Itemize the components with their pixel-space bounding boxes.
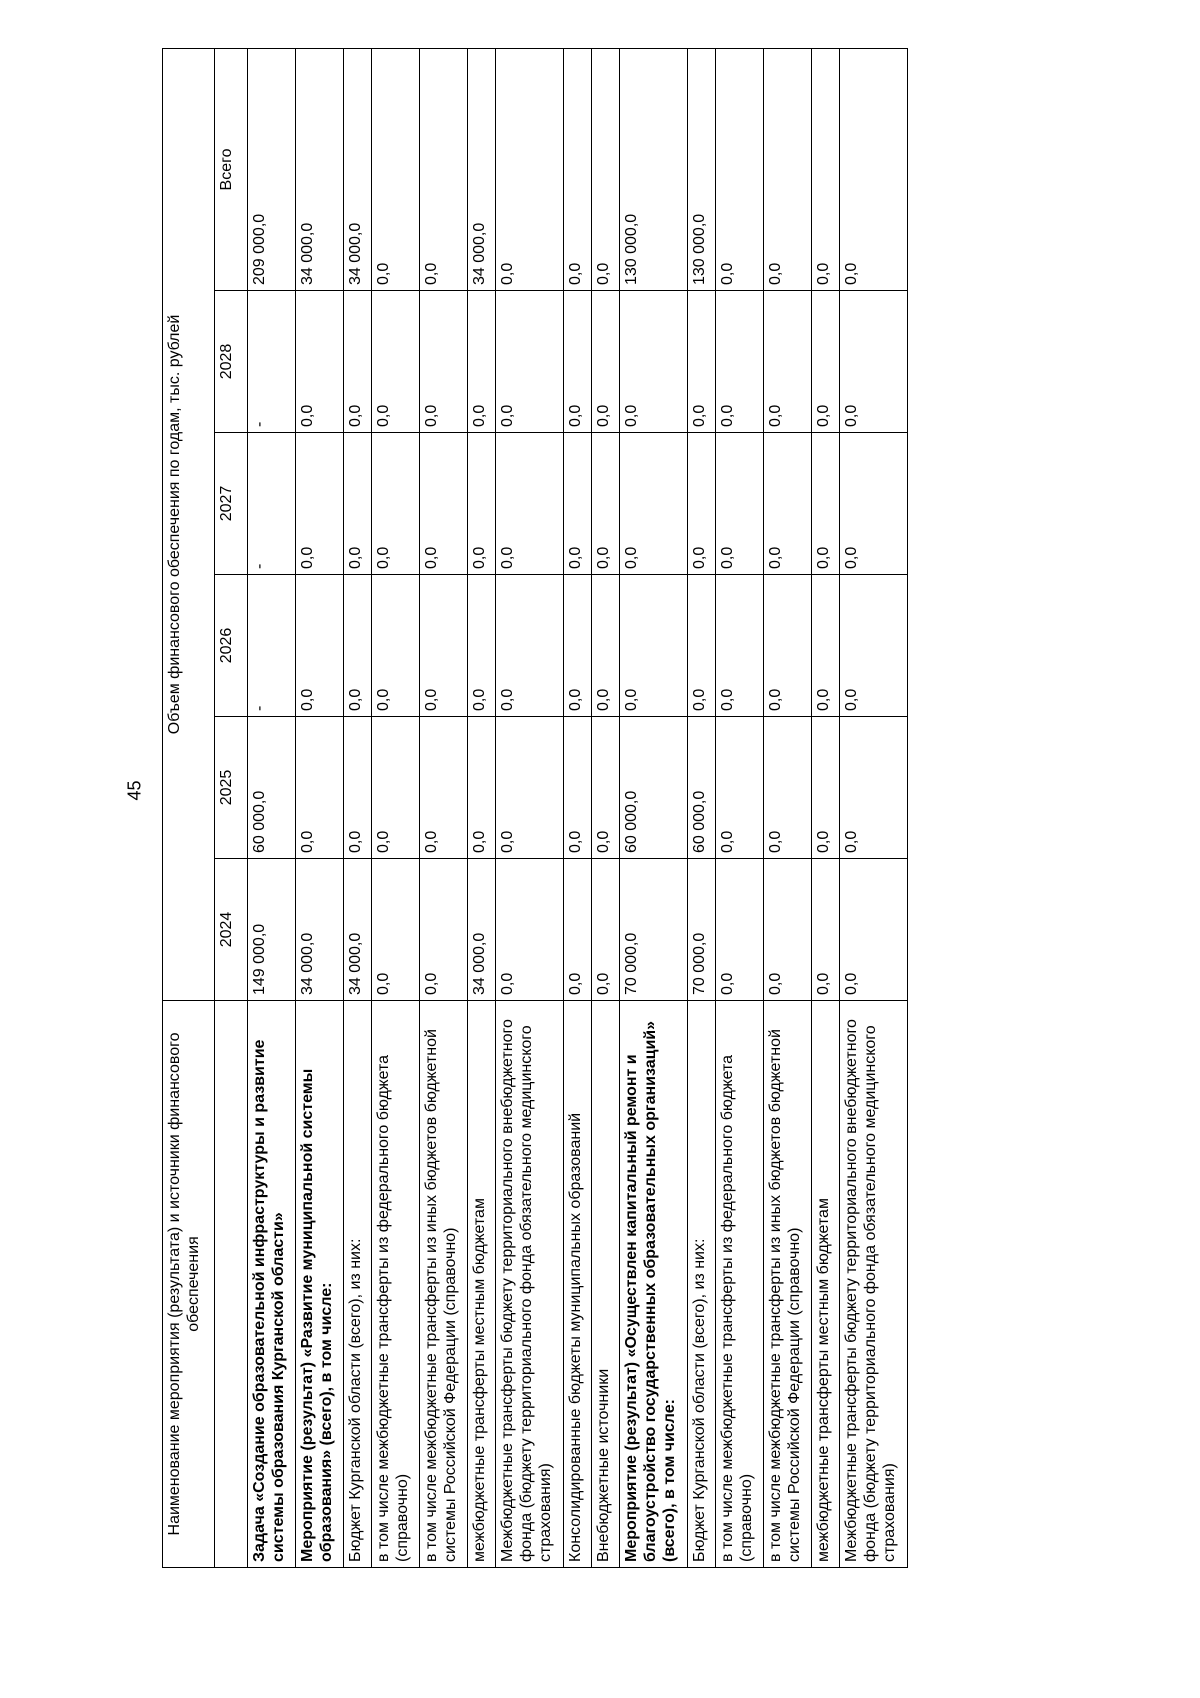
table-row bbox=[496, 48, 564, 1567]
total-value-cell: 0,0 bbox=[496, 48, 564, 290]
year-value-cell: 0,0 bbox=[620, 575, 688, 717]
year-value-cell: 0,0 bbox=[592, 717, 620, 859]
year-value-cell: 60 000,0 bbox=[620, 717, 688, 859]
total-value-cell: 34 000,0 bbox=[344, 48, 372, 290]
year-value-cell: 0,0 bbox=[344, 717, 372, 859]
year-value-cell: 0,0 bbox=[840, 433, 908, 575]
year-value-cell: 0,0 bbox=[496, 575, 564, 717]
year-value-cell: 34 000,0 bbox=[344, 859, 372, 1001]
total-value-cell: 0,0 bbox=[764, 48, 812, 290]
year-value-cell: 0,0 bbox=[592, 433, 620, 575]
row-name-cell: Задача «Создание образовательной инфраструктуры и развитие системы образования Курганской области» bbox=[248, 1001, 296, 1568]
year-value-cell: 0,0 bbox=[840, 291, 908, 433]
total-value-cell: 130 000,0 bbox=[620, 48, 688, 290]
total-value-cell: 0,0 bbox=[372, 48, 420, 290]
year-value-cell: 0,0 bbox=[296, 291, 344, 433]
year-value-cell: 0,0 bbox=[420, 859, 468, 1001]
row-name-cell: Межбюджетные трансферты бюджету территориального внебюджетного фонда (бюджету территориального фонда обязательного медицинского страхования) bbox=[840, 1001, 908, 1568]
year-header: 2025 bbox=[215, 717, 248, 859]
year-value-cell: 0,0 bbox=[764, 859, 812, 1001]
year-header-row bbox=[215, 48, 248, 1567]
year-value-cell: 0,0 bbox=[372, 291, 420, 433]
table-row bbox=[840, 48, 908, 1567]
financing-table bbox=[162, 48, 908, 1568]
year-value-cell: 34 000,0 bbox=[296, 859, 344, 1001]
year-value-cell: 0,0 bbox=[372, 575, 420, 717]
table-row bbox=[716, 48, 764, 1567]
year-value-cell: 70 000,0 bbox=[620, 859, 688, 1001]
name-column-header: Наименование мероприятия (результата) и источники финансового обеспечения bbox=[163, 1001, 215, 1568]
year-value-cell: 149 000,0 bbox=[248, 859, 296, 1001]
year-value-cell: - bbox=[248, 291, 296, 433]
year-value-cell: 0,0 bbox=[840, 717, 908, 859]
year-value-cell: 0,0 bbox=[688, 291, 716, 433]
total-value-cell: 34 000,0 bbox=[296, 48, 344, 290]
year-value-cell: 0,0 bbox=[688, 433, 716, 575]
table-row bbox=[468, 48, 496, 1567]
year-value-cell: 0,0 bbox=[592, 291, 620, 433]
year-value-cell: 0,0 bbox=[812, 433, 840, 575]
row-name-cell: Внебюджетные источники bbox=[592, 1001, 620, 1568]
row-name-cell: межбюджетные трансферты местным бюджетам bbox=[468, 1001, 496, 1568]
total-value-cell: 34 000,0 bbox=[468, 48, 496, 290]
year-value-cell: 0,0 bbox=[496, 859, 564, 1001]
year-value-cell: 0,0 bbox=[496, 291, 564, 433]
year-value-cell: 0,0 bbox=[420, 433, 468, 575]
year-value-cell: 60 000,0 bbox=[248, 717, 296, 859]
year-value-cell: 0,0 bbox=[296, 575, 344, 717]
year-value-cell: 0,0 bbox=[716, 433, 764, 575]
rotated-page-content bbox=[162, 49, 908, 1568]
year-value-cell: 0,0 bbox=[764, 291, 812, 433]
year-value-cell: 0,0 bbox=[564, 291, 592, 433]
year-value-cell: 0,0 bbox=[420, 575, 468, 717]
year-header: 2028 bbox=[215, 291, 248, 433]
table-row bbox=[620, 48, 688, 1567]
row-name-cell: в том числе межбюджетные трансферты из иных бюджетов бюджетной системы Российской Федерации (справочно) bbox=[420, 1001, 468, 1568]
year-value-cell: 0,0 bbox=[344, 291, 372, 433]
year-value-cell: 0,0 bbox=[688, 575, 716, 717]
year-value-cell: 0,0 bbox=[372, 433, 420, 575]
total-value-cell: 0,0 bbox=[812, 48, 840, 290]
year-value-cell: 0,0 bbox=[468, 575, 496, 717]
row-name-cell: в том числе межбюджетные трансферты из федерального бюджета (справочно) bbox=[716, 1001, 764, 1568]
row-name-cell: Консолидированные бюджеты муниципальных образований bbox=[564, 1001, 592, 1568]
row-name-cell: межбюджетные трансферты местным бюджетам bbox=[812, 1001, 840, 1568]
table-row bbox=[248, 48, 296, 1567]
year-value-cell: 0,0 bbox=[764, 433, 812, 575]
year-value-cell: 0,0 bbox=[420, 717, 468, 859]
row-name-cell: Межбюджетные трансферты бюджету территориального внебюджетного фонда (бюджету территориального фонда обязательного медицинского страхования) bbox=[496, 1001, 564, 1568]
year-value-cell: 0,0 bbox=[468, 291, 496, 433]
page-number: 45 bbox=[124, 780, 145, 801]
year-value-cell: 0,0 bbox=[344, 433, 372, 575]
year-value-cell: 70 000,0 bbox=[688, 859, 716, 1001]
year-value-cell: 0,0 bbox=[592, 575, 620, 717]
year-value-cell: 0,0 bbox=[812, 575, 840, 717]
year-value-cell: 0,0 bbox=[468, 433, 496, 575]
table-row bbox=[592, 48, 620, 1567]
year-value-cell: 0,0 bbox=[840, 575, 908, 717]
table-row bbox=[420, 48, 468, 1567]
table-row bbox=[564, 48, 592, 1567]
total-value-cell: 0,0 bbox=[564, 48, 592, 290]
year-header: 2027 bbox=[215, 433, 248, 575]
year-value-cell: 0,0 bbox=[496, 717, 564, 859]
year-value-cell: 60 000,0 bbox=[688, 717, 716, 859]
row-name-cell: Бюджет Курганской области (всего), из них: bbox=[688, 1001, 716, 1568]
year-value-cell: 0,0 bbox=[592, 859, 620, 1001]
year-value-cell: 0,0 bbox=[812, 717, 840, 859]
year-value-cell: 0,0 bbox=[468, 717, 496, 859]
row-name-cell: в том числе межбюджетные трансферты из федерального бюджета (справочно) bbox=[372, 1001, 420, 1568]
year-value-cell: 0,0 bbox=[716, 717, 764, 859]
year-value-cell: 0,0 bbox=[296, 433, 344, 575]
year-value-cell: 0,0 bbox=[764, 717, 812, 859]
year-value-cell: 0,0 bbox=[372, 717, 420, 859]
total-value-cell: 0,0 bbox=[592, 48, 620, 290]
volume-column-header: Объем финансового обеспечения по годам, тыс. рублей bbox=[163, 48, 215, 1000]
year-header: 2026 bbox=[215, 575, 248, 717]
year-value-cell: 0,0 bbox=[296, 717, 344, 859]
total-value-cell: 0,0 bbox=[840, 48, 908, 290]
year-value-cell: 0,0 bbox=[812, 859, 840, 1001]
year-value-cell: 0,0 bbox=[564, 859, 592, 1001]
year-value-cell: 0,0 bbox=[812, 291, 840, 433]
year-value-cell: 0,0 bbox=[764, 575, 812, 717]
total-value-cell: 130 000,0 bbox=[688, 48, 716, 290]
total-header: Всего bbox=[215, 48, 248, 290]
year-value-cell: - bbox=[248, 575, 296, 717]
row-name-cell: Мероприятие (результат) «Осуществлен капитальный ремонт и благоустройство государственных образовательных организаций» (всего), в том числе: bbox=[620, 1001, 688, 1568]
year-value-cell: - bbox=[248, 433, 296, 575]
year-value-cell: 0,0 bbox=[564, 575, 592, 717]
year-value-cell: 0,0 bbox=[840, 859, 908, 1001]
year-value-cell: 0,0 bbox=[372, 859, 420, 1001]
table-row bbox=[688, 48, 716, 1567]
year-value-cell: 0,0 bbox=[716, 859, 764, 1001]
total-value-cell: 209 000,0 bbox=[248, 48, 296, 290]
year-value-cell: 0,0 bbox=[620, 433, 688, 575]
empty-header-cell bbox=[215, 1001, 248, 1568]
year-value-cell: 0,0 bbox=[344, 575, 372, 717]
row-name-cell: Мероприятие (результат) «Развитие муниципальной системы образования» (всего), в том числе: bbox=[296, 1001, 344, 1568]
year-value-cell: 0,0 bbox=[564, 717, 592, 859]
table-row bbox=[344, 48, 372, 1567]
table-row bbox=[372, 48, 420, 1567]
year-value-cell: 0,0 bbox=[496, 433, 564, 575]
total-value-cell: 0,0 bbox=[716, 48, 764, 290]
row-name-cell: в том числе межбюджетные трансферты из иных бюджетов бюджетной системы Российской Федерации (справочно) bbox=[764, 1001, 812, 1568]
year-value-cell: 0,0 bbox=[716, 575, 764, 717]
header-row bbox=[163, 48, 215, 1567]
total-value-cell: 0,0 bbox=[420, 48, 468, 290]
year-value-cell: 0,0 bbox=[420, 291, 468, 433]
table-row bbox=[764, 48, 812, 1567]
year-value-cell: 0,0 bbox=[620, 291, 688, 433]
row-name-cell: Бюджет Курганской области (всего), из них: bbox=[344, 1001, 372, 1568]
year-value-cell: 0,0 bbox=[716, 291, 764, 433]
year-value-cell: 34 000,0 bbox=[468, 859, 496, 1001]
year-value-cell: 0,0 bbox=[564, 433, 592, 575]
table-row bbox=[812, 48, 840, 1567]
table-row bbox=[296, 48, 344, 1567]
table-body bbox=[248, 48, 908, 1567]
year-header: 2024 bbox=[215, 859, 248, 1001]
